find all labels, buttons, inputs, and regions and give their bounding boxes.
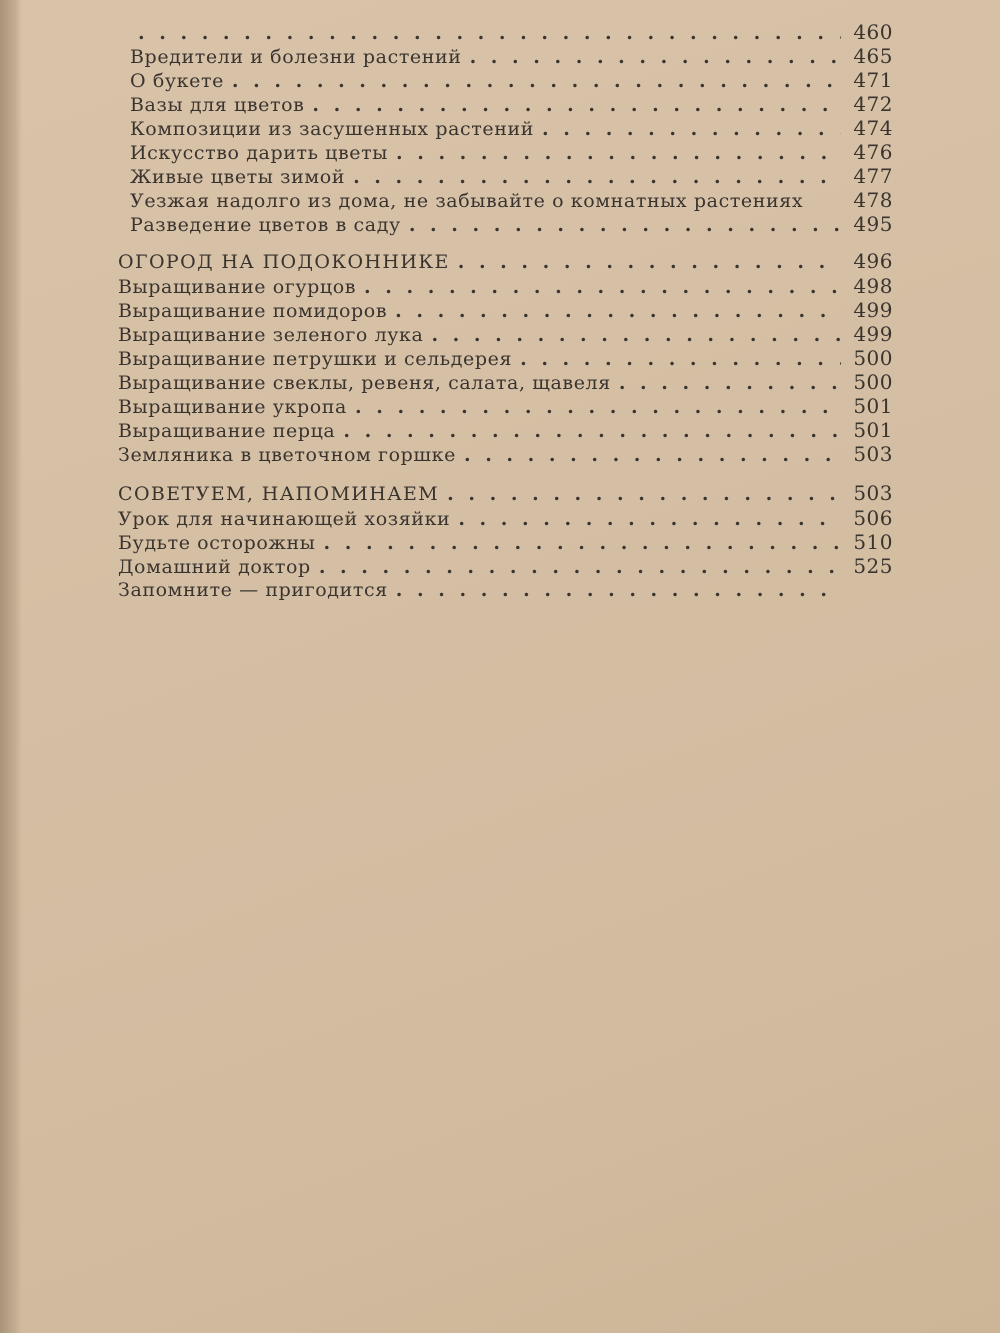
toc-page-number: 525 (853, 554, 893, 578)
toc-section-title: СОВЕТУЕМ, НАПОМИНАЕМ (118, 483, 440, 505)
toc-entry-title: Выращивание помидоров (118, 300, 388, 322)
toc-row (118, 68, 893, 92)
toc-entry-title: О букете (130, 70, 224, 92)
toc-row (118, 370, 893, 394)
toc-page-number: 476 (853, 140, 893, 164)
toc-entry-title: Искусство дарить цветы (130, 142, 388, 164)
dot-leader (396, 578, 841, 602)
toc-row (118, 322, 893, 346)
toc-entry-title: Вредители и болезни растений (130, 46, 462, 68)
dot-leader (364, 275, 841, 299)
toc-row (118, 578, 893, 602)
toc-entry-title: Выращивание петрушки и сельдерея (118, 348, 513, 370)
spacer (118, 236, 893, 248)
toc-row (118, 554, 893, 578)
toc-entry-title: Выращивание зеленого лука (118, 324, 424, 346)
toc-row (118, 164, 893, 188)
toc-page-number: 501 (853, 394, 893, 418)
toc-row (118, 92, 893, 116)
toc-entry-title: Разведение цветов в саду (130, 214, 401, 236)
toc-entry-title: Вазы для цветов (130, 94, 305, 116)
dot-leader (464, 443, 841, 467)
toc-page-number: 510 (853, 530, 893, 554)
dot-leader (542, 117, 841, 141)
dot-leader (458, 249, 841, 275)
toc-row (118, 140, 893, 164)
toc-entry-title: Уезжая надолго из дома, не забывайте о комнатных растениях (130, 190, 804, 212)
page-gutter-shadow (0, 0, 22, 1333)
dot-leader (312, 93, 841, 117)
dot-leader (319, 555, 841, 579)
toc-entry-title: Земляника в цветочном горшке (118, 444, 456, 466)
toc-entry-title: Урок для начинающей хозяйки (118, 508, 451, 530)
toc-section-title: ОГОРОД НА ПОДОКОННИКЕ (118, 251, 450, 273)
toc-row (118, 346, 893, 370)
table-of-contents (118, 20, 893, 602)
toc-page-number: 500 (853, 370, 893, 394)
toc-page-number: 474 (853, 116, 893, 140)
toc-page-number: 506 (853, 506, 893, 530)
dot-leader (395, 299, 841, 323)
toc-group-windowsill-garden (118, 274, 893, 466)
toc-entry-title: Выращивание перца (118, 420, 336, 442)
toc-page-number: 472 (853, 92, 893, 116)
toc-group-flowers (118, 44, 893, 236)
toc-page-number: 503 (853, 442, 893, 466)
toc-section-heading (118, 248, 893, 274)
toc-row (118, 530, 893, 554)
dot-leader (409, 213, 841, 237)
toc-row (118, 44, 893, 68)
toc-page-number: 495 (853, 212, 893, 236)
dot-leader (470, 45, 841, 69)
toc-row (118, 116, 893, 140)
dot-leader (431, 323, 841, 347)
toc-entry-title: Выращивание укропа (118, 396, 347, 418)
toc-page-number: 460 (853, 20, 893, 44)
toc-entry-title: Выращивание свеклы, ревеня, салата, щавеля (118, 372, 611, 394)
dot-leader (232, 69, 841, 93)
toc-entry-title: Композиции из засушенных растений (130, 118, 535, 140)
toc-section-heading (118, 480, 893, 506)
toc-page-number: 478 (853, 188, 893, 212)
toc-page-number: 471 (853, 68, 893, 92)
dot-leader (447, 481, 841, 507)
toc-page-number: 499 (853, 298, 893, 322)
toc-page-number: 477 (853, 164, 893, 188)
toc-row (118, 506, 893, 530)
toc-row (118, 212, 893, 236)
toc-row (118, 418, 893, 442)
spacer (118, 466, 893, 480)
toc-row (118, 394, 893, 418)
toc-entry-title: Выращивание огурцов (118, 276, 357, 298)
dot-leader (520, 347, 841, 371)
dot-leader (396, 141, 841, 165)
toc-entry-title: Будьте осторожны (118, 532, 316, 554)
dot-leader (353, 165, 841, 189)
toc-page-number: 499 (853, 322, 893, 346)
dot-leader (343, 419, 841, 443)
dot-leader (138, 21, 841, 45)
toc-row (118, 188, 893, 212)
toc-row (118, 274, 893, 298)
toc-row-continued (118, 20, 893, 44)
toc-page-number: 500 (853, 346, 893, 370)
toc-page-number: 501 (853, 418, 893, 442)
toc-entry-title: Домашний доктор (118, 556, 311, 578)
dot-leader (323, 531, 841, 555)
dot-leader (619, 371, 841, 395)
dot-leader (355, 395, 841, 419)
toc-page-number: 498 (853, 274, 893, 298)
toc-entry-title: Живые цветы зимой (130, 166, 346, 188)
dot-leader (458, 507, 841, 531)
toc-page-number: 503 (853, 481, 893, 505)
toc-page-number: 496 (853, 249, 893, 273)
toc-page-number: 465 (853, 44, 893, 68)
toc-row (118, 298, 893, 322)
toc-row (118, 442, 893, 466)
toc-entry-title: Запомните — пригодится (118, 579, 388, 601)
toc-group-advice (118, 506, 893, 602)
